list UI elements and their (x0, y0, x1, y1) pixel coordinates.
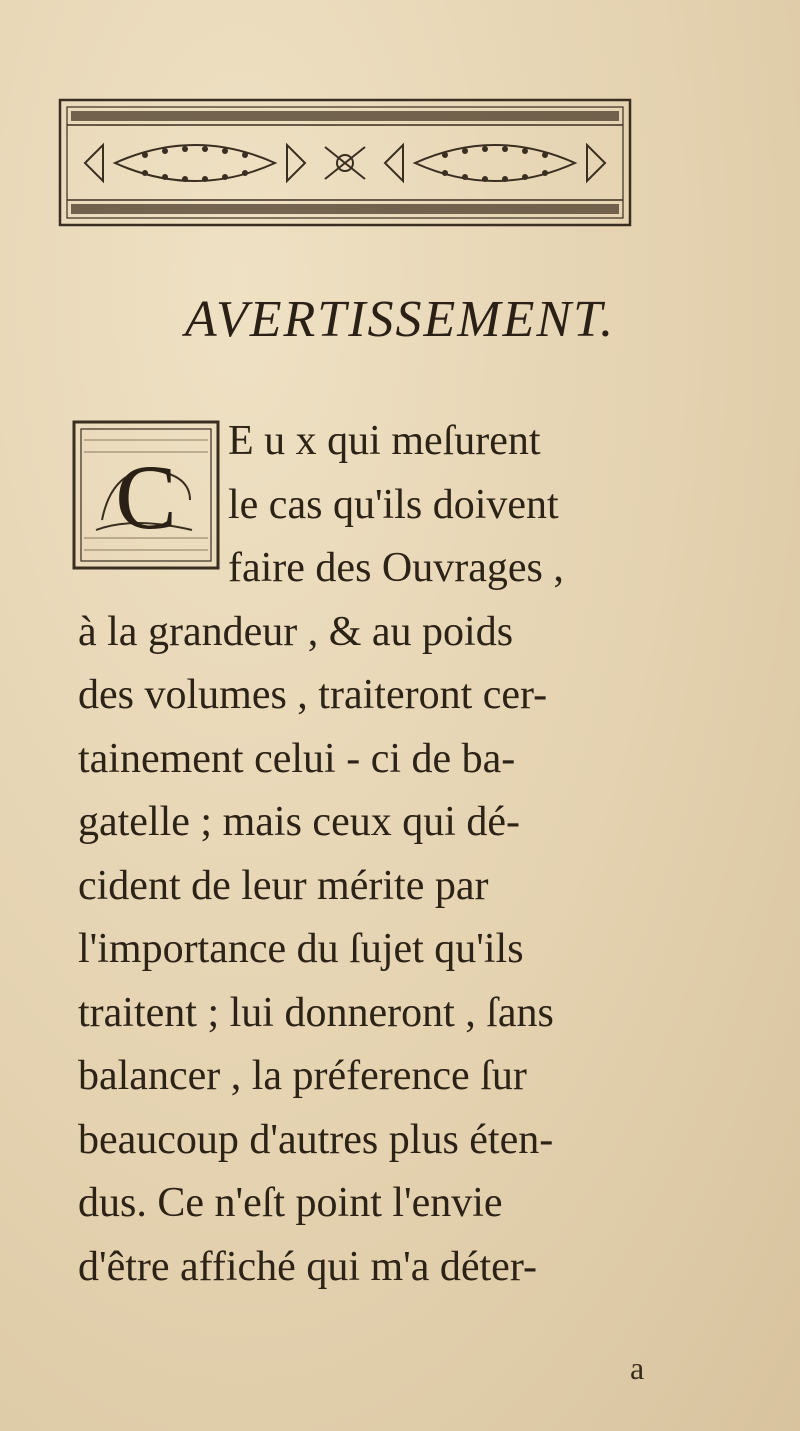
dropcap-letter: C (115, 446, 177, 548)
text-line: d'être affiché qui m'a déter- (78, 1243, 537, 1290)
body-text (78, 410, 758, 1299)
text-line: à la grandeur , & au poids (78, 608, 514, 655)
text-line: traitent ; lui donneront , ſans (78, 989, 554, 1036)
text-line: gatelle ; mais ceux qui dé- (78, 799, 521, 845)
text-line: tainement celui - ci de ba- (78, 735, 516, 782)
text-line: beaucoup d'autres plus éten- (78, 1116, 554, 1163)
text-line: l'importance du ſujet qu'ils (78, 926, 524, 972)
text-line: des volumes , traiteront cer- (78, 672, 548, 718)
text-line: E u x qui meſurent (228, 418, 541, 464)
page-title: AVERTISSEMENT. (184, 291, 616, 348)
text-line: dus. Ce n'eſt point l'envie (78, 1180, 503, 1226)
text-line: faire des Ouvrages , (228, 545, 564, 591)
catchword: a (630, 1350, 645, 1386)
ornamental-headpiece (55, 85, 635, 235)
text-line: le cas qu'ils doivent (228, 481, 559, 528)
text-line: balancer , la préference ſur (78, 1053, 527, 1099)
text-line: cident de leur mérite par (78, 862, 489, 909)
